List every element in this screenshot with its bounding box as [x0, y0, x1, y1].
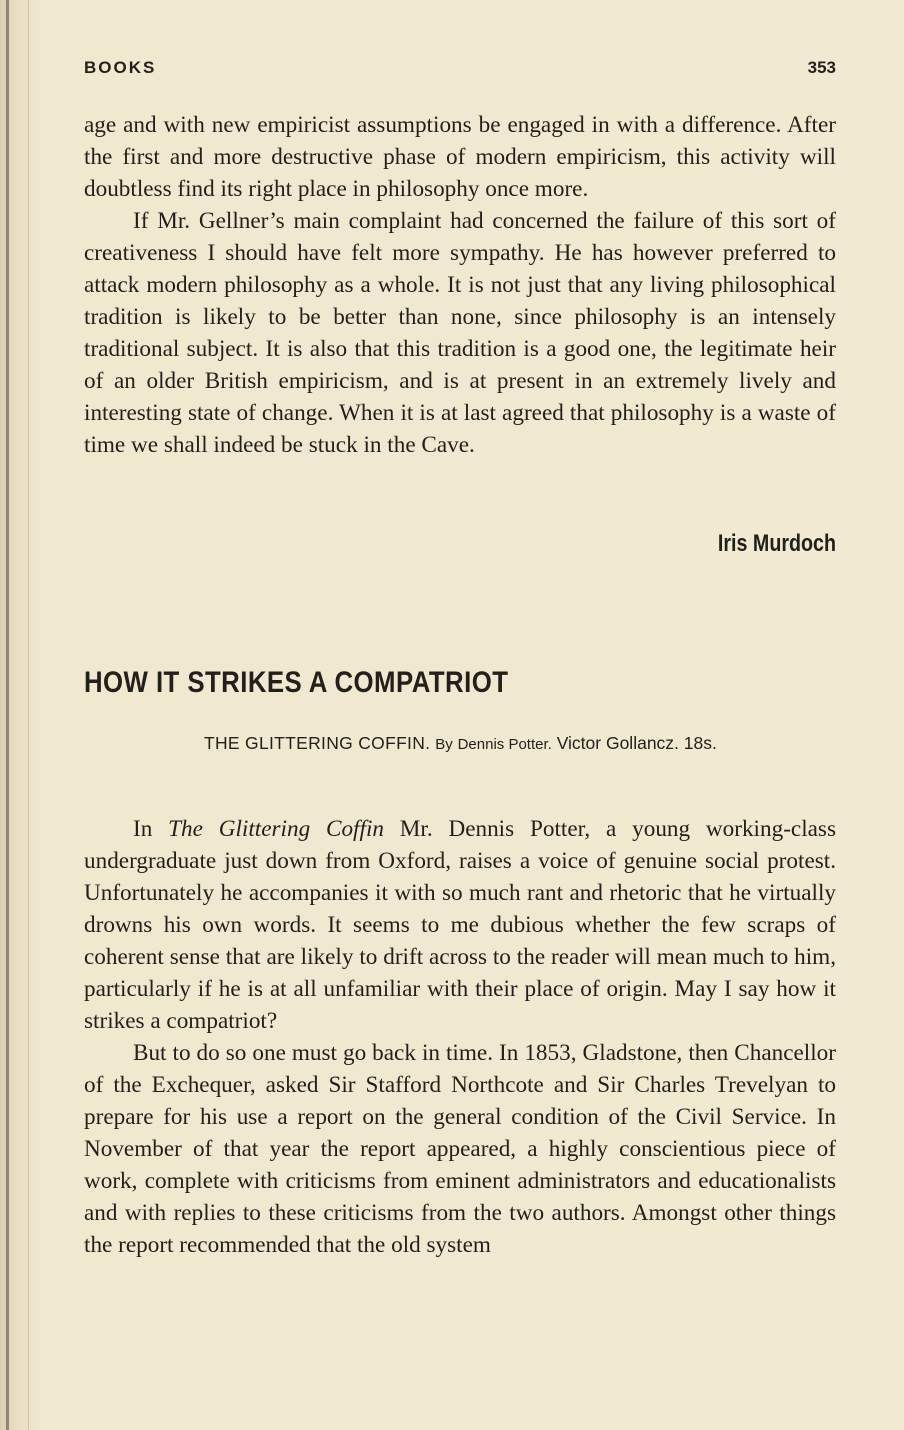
citation-author: Dennis Potter. — [457, 736, 552, 753]
citation-title: THE GLITTERING COFFIN. — [204, 733, 431, 753]
citation-by: By — [435, 736, 453, 753]
book-title: The Glittering Coffin — [168, 816, 384, 842]
section-title: BOOKS — [84, 58, 157, 77]
book-citation — [204, 730, 836, 758]
paragraph-text: Mr. Dennis Potter, a young working-class undergraduate just down from Oxford, raises a voice of genuine social protest. Unfortunately he accompanies it with so much rant and rhetoric that he virtually drowns his own words. It seems to me dubious whether the few scraps of coherent sense that are likely to drift across to the reader will mean much to him, particularly if he is at all unfamiliar with their place of origin. May I say how it strikes a compatriot? — [84, 816, 836, 1034]
running-head — [84, 58, 836, 78]
page-gutter-edge — [6, 0, 9, 1430]
citation-publisher: Victor Gollancz. — [556, 733, 679, 753]
citation-price: 18s. — [683, 733, 717, 753]
lead-word: In — [133, 816, 153, 842]
paragraph — [84, 813, 836, 1037]
review-heading: HOW IT STRIKES A COMPATRIOT — [84, 666, 509, 699]
review-compatriot-body — [84, 813, 836, 1261]
review-murdoch-body — [84, 109, 836, 461]
paragraph: age and with new empiricist assumptions be engaged in with a difference. After the first and more destructive phase of modern empiricism, this activity will doubtless find its right place in philosophy once more. — [84, 112, 836, 202]
paragraph: If Mr. Gellner’s main complaint had concerned the failure of this sort of creativeness I should have felt more sympathy. He has however preferred to attack modern philosophy as a whole. It is not just that any living philosophical tradition is likely to be better than none, since philosophy is an intensely traditional subject. It is also that this tradition is a good one, the legitimate heir of an older British empiricism, and is at present in an extremely lively and interesting state of change. When it is at last agreed that philosophy is a waste of time we shall indeed be stuck in the Cave. — [84, 208, 836, 458]
page-number: 353 — [807, 58, 836, 77]
paragraph: But to do so one must go back in time. In 1853, Gladstone, then Chancellor of the Exchequer, asked Sir Stafford Northcote and Sir Charles Trevelyan to prepare for his use a report on the general condition of the Civil Service. In November of that year the report appeared, a highly conscientious piece of work, complete with criticisms from eminent administrators and educationalists and with replies to these criticisms from the two authors. Amongst other things the report recommended that the old system — [84, 1040, 836, 1258]
page-gutter-shadow — [28, 0, 29, 1430]
reviewer-signature: Iris Murdoch — [717, 530, 836, 557]
